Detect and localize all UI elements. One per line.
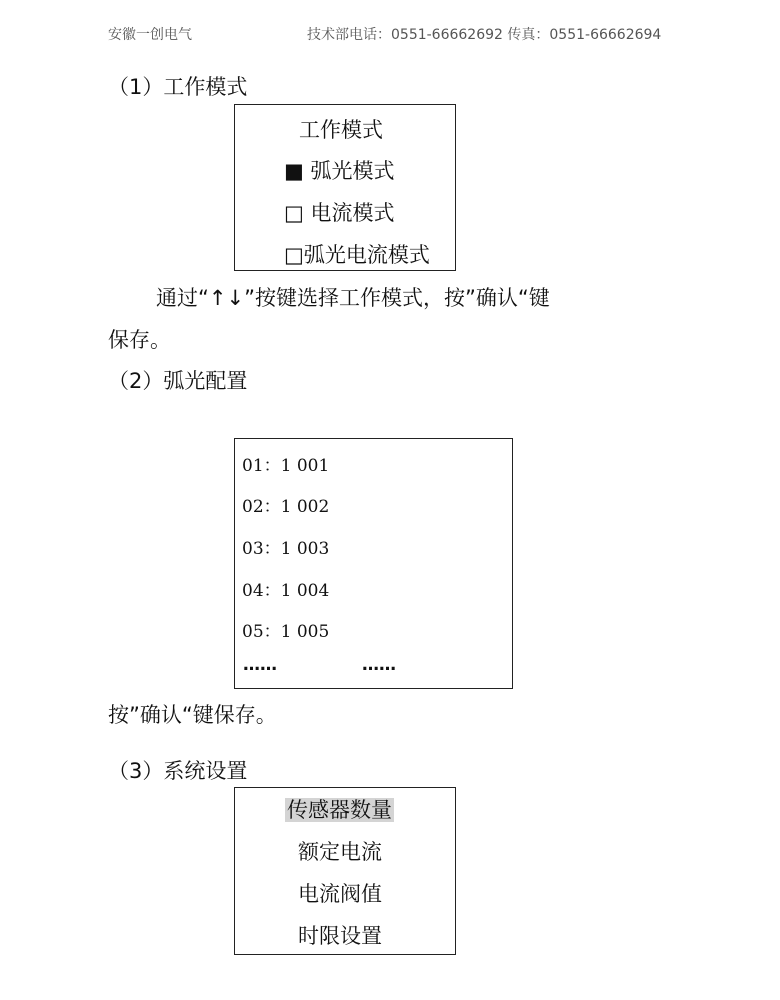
menu-item-arc-current-mode: □弧光电流模式 [284, 243, 430, 267]
section1-text-line1: 通过“↑↓”按键选择工作模式，按”确认“键 [156, 286, 550, 310]
arc-config-row: 04：1 004 [242, 581, 330, 601]
work-mode-menu-box [234, 104, 456, 271]
arc-config-row: 02：1 002 [242, 497, 330, 517]
section2-heading: （2）弧光配置 [108, 369, 248, 393]
header-company: 安徽一创电气 [108, 27, 192, 43]
menu-item-sensor-count [285, 794, 394, 824]
arc-config-row: 03：1 003 [242, 539, 330, 559]
menu-item-time-limit: 时限设置 [298, 924, 382, 948]
section2-text: 按”确认“键保存。 [108, 703, 277, 727]
header-contact: 技术部电话：0551-66662692 传真：0551-66662694 [307, 27, 662, 43]
arc-config-ellipsis-left: …… [243, 655, 277, 675]
menu-item-current-mode: □ 电流模式 [284, 201, 395, 225]
menu-item-current-threshold: 电流阀值 [298, 882, 382, 906]
arc-config-ellipsis-right: …… [362, 655, 396, 675]
arc-config-row: 05：1 005 [242, 622, 330, 642]
selected-highlight: 传感器数量 [287, 798, 392, 822]
arc-config-box [234, 438, 513, 689]
arc-config-row: 01：1 001 [242, 456, 330, 476]
section3-heading: （3）系统设置 [108, 759, 248, 783]
section1-heading: （1）工作模式 [108, 75, 248, 99]
menu-item-arc-mode: ■ 弧光模式 [284, 159, 395, 183]
work-mode-menu-title: 工作模式 [299, 118, 383, 142]
menu-item-rated-current: 额定电流 [298, 840, 382, 864]
section1-text-line2: 保存。 [108, 328, 171, 352]
system-settings-box [234, 787, 456, 955]
